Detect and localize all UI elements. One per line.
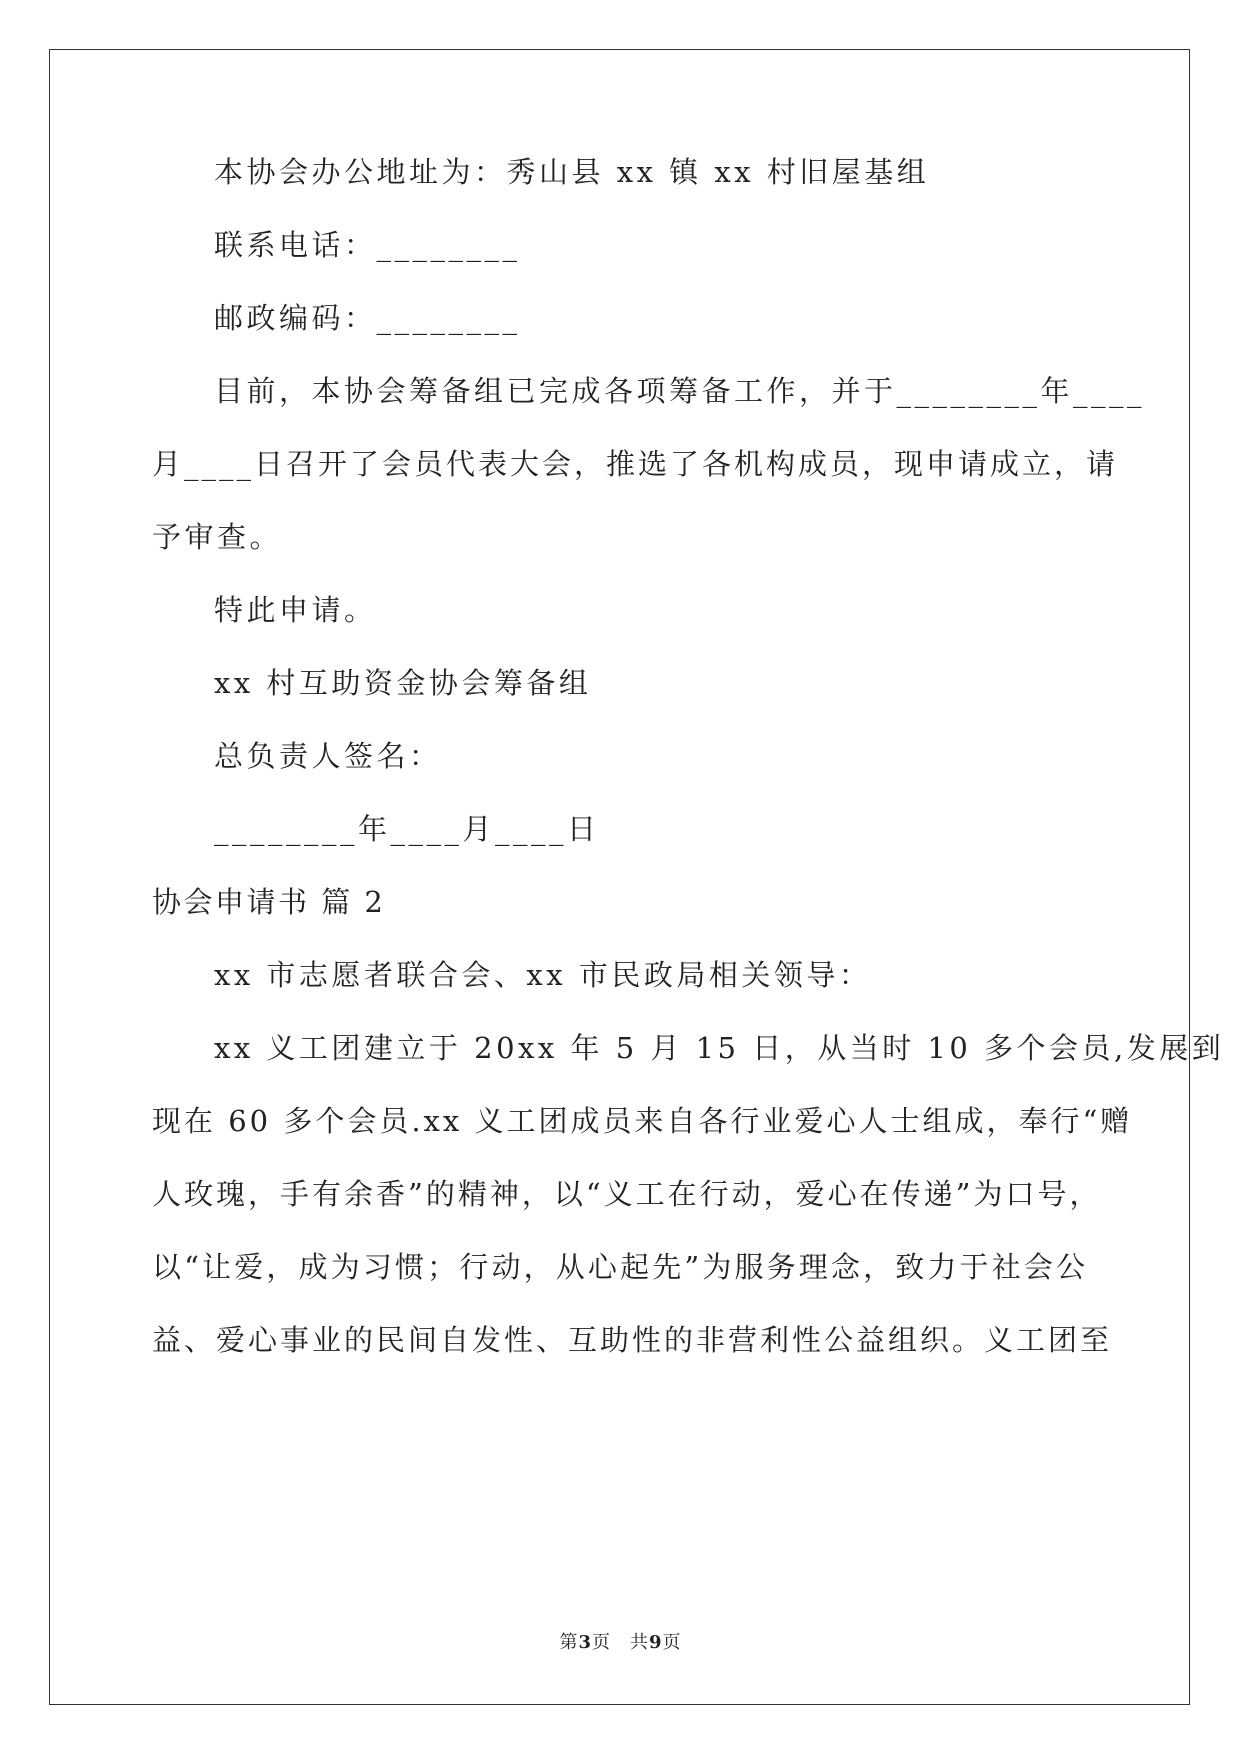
postal-code-line: 邮政编码：________ bbox=[214, 301, 521, 335]
page-label-prefix: 第 bbox=[559, 1632, 579, 1653]
section-heading: 协会申请书 篇 2 bbox=[152, 885, 386, 919]
paragraph-line: 益、爱心事业的民间自发性、互助性的非营利性公益组织。义工团至 bbox=[152, 1323, 1113, 1357]
closing-line: 特此申请。 bbox=[214, 593, 377, 627]
office-address-line: 本协会办公地址为：秀山县 xx 镇 xx 村旧屋基组 bbox=[214, 155, 930, 189]
phone-line: 联系电话：________ bbox=[214, 228, 521, 262]
paragraph-line: 人玫瑰，手有余香”的精神，以“义工在行动，爱心在传递”为口号， bbox=[152, 1177, 1102, 1211]
organization-line: xx 村互助资金协会筹备组 bbox=[214, 666, 592, 700]
current-page-number: 3 bbox=[578, 1632, 592, 1653]
salutation-line: xx 市志愿者联合会、xx 市民政局相关领导： bbox=[214, 958, 872, 992]
paragraph-line: 月____日召开了会员代表大会，推选了各机构成员，现申请成立，请 bbox=[152, 447, 1119, 481]
page-label-mid: 页 共 bbox=[592, 1632, 649, 1653]
total-pages-number: 9 bbox=[649, 1632, 663, 1653]
date-line: ________年____月____日 bbox=[214, 812, 600, 846]
paragraph-line: 予审查。 bbox=[152, 520, 283, 554]
page-label-suffix: 页 bbox=[662, 1632, 682, 1653]
paragraph-line: 目前，本协会筹备组已完成各项筹备工作，并于________年____ bbox=[214, 374, 1146, 408]
signature-line: 总负责人签名： bbox=[214, 739, 442, 773]
paragraph-line: xx 义工团建立于 20xx 年 5 月 15 日，从当时 10 多个会员,发展到 bbox=[214, 1031, 1225, 1065]
paragraph-line: 现在 60 多个会员.xx 义工团成员来自各行业爱心人士组成，奉行“赠 bbox=[152, 1104, 1133, 1138]
page-footer bbox=[0, 1628, 1241, 1654]
paragraph-line: 以“让爱，成为习惯；行动，从心起先”为服务理念，致力于社会公 bbox=[152, 1250, 1088, 1284]
